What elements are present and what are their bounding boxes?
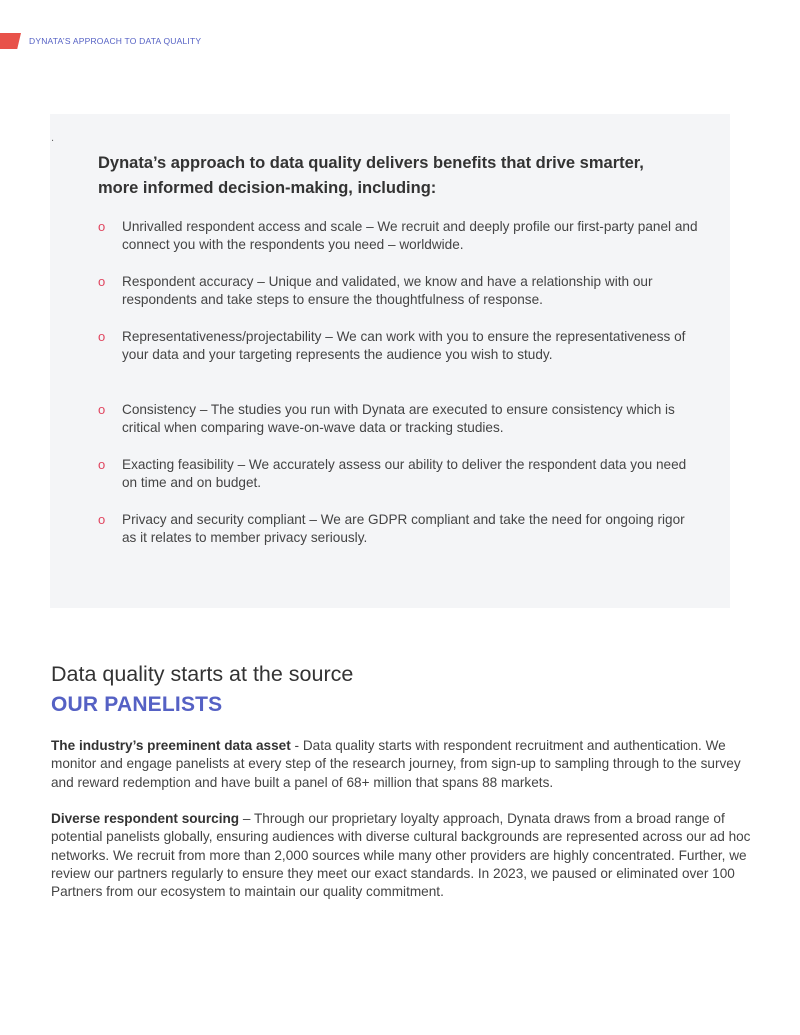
benefit-item bbox=[98, 328, 698, 365]
paragraph-lead: The industry’s preeminent data asset bbox=[51, 738, 291, 753]
bullet-icon: o bbox=[98, 402, 106, 417]
bullet-icon: o bbox=[98, 329, 106, 344]
paragraph-body: – Through our proprietary loyalty approach, Dynata draws from a broad range of potential panelists globally, ensuring audiences with diverse cultural backgrounds are represented across our ad hoc networks. We recruit from more than 2,000 sources while many other providers are highly concentrated. Further, we review our partners regularly to ensure they meet our exact standards. In 2023, we paused or eliminated over 100 Partners from our ecosystem to maintain our quality commitment. bbox=[51, 811, 751, 900]
header-tab-mark bbox=[0, 33, 21, 49]
paragraph-body: - Data quality starts with respondent recruitment and authentication. We monitor and engage panelists at every step of the research journey, from sign-up to sampling through to the survey and reward redemption and have built a panel of 68+ million that spans 88 markets. bbox=[51, 738, 741, 790]
paragraph-preeminent-data-asset bbox=[51, 737, 751, 792]
bullet-icon: o bbox=[98, 219, 106, 234]
benefit-item bbox=[98, 401, 698, 438]
benefit-item bbox=[98, 456, 698, 493]
stray-dot: . bbox=[51, 132, 55, 144]
section-subtitle: OUR PANELISTS bbox=[51, 693, 223, 716]
bullet-icon: o bbox=[98, 457, 106, 472]
running-header: DYNATA’S APPROACH TO DATA QUALITY bbox=[29, 36, 202, 46]
benefit-item bbox=[98, 511, 698, 548]
paragraph-diverse-sourcing bbox=[51, 810, 751, 901]
benefit-text: Respondent accuracy – Unique and validated, we know and have a relationship with our respondents and take steps to ensure the thoughtfulness of response. bbox=[122, 274, 653, 308]
paragraph-lead: Diverse respondent sourcing bbox=[51, 811, 240, 826]
benefit-item bbox=[98, 273, 698, 310]
benefit-text: Consistency – The studies you run with Dynata are executed to ensure consistency which is critical when comparing wave-on-wave data or tracking studies. bbox=[122, 402, 675, 436]
benefit-text: Unrivalled respondent access and scale – We recruit and deeply profile our first-party panel and connect you with the respondents you need – worldwide. bbox=[122, 219, 698, 253]
benefit-text: Privacy and security compliant – We are GDPR compliant and take the need for ongoing rigor as it relates to member privacy seriously. bbox=[122, 512, 685, 546]
section-title: Data quality starts at the source bbox=[51, 662, 354, 686]
bullet-icon: o bbox=[98, 274, 106, 289]
benefit-text: Representativeness/projectability – We can work with you to ensure the representativeness of your data and your targeting represents the audience you wish to study. bbox=[122, 329, 686, 363]
benefits-heading: Dynata’s approach to data quality delivers benefits that drive smarter, more informed decision-making, including: bbox=[98, 154, 644, 197]
benefit-text: Exacting feasibility – We accurately assess our ability to deliver the respondent data you need on time and on budget. bbox=[122, 457, 687, 491]
benefit-item bbox=[98, 218, 698, 255]
bullet-icon: o bbox=[98, 512, 106, 527]
